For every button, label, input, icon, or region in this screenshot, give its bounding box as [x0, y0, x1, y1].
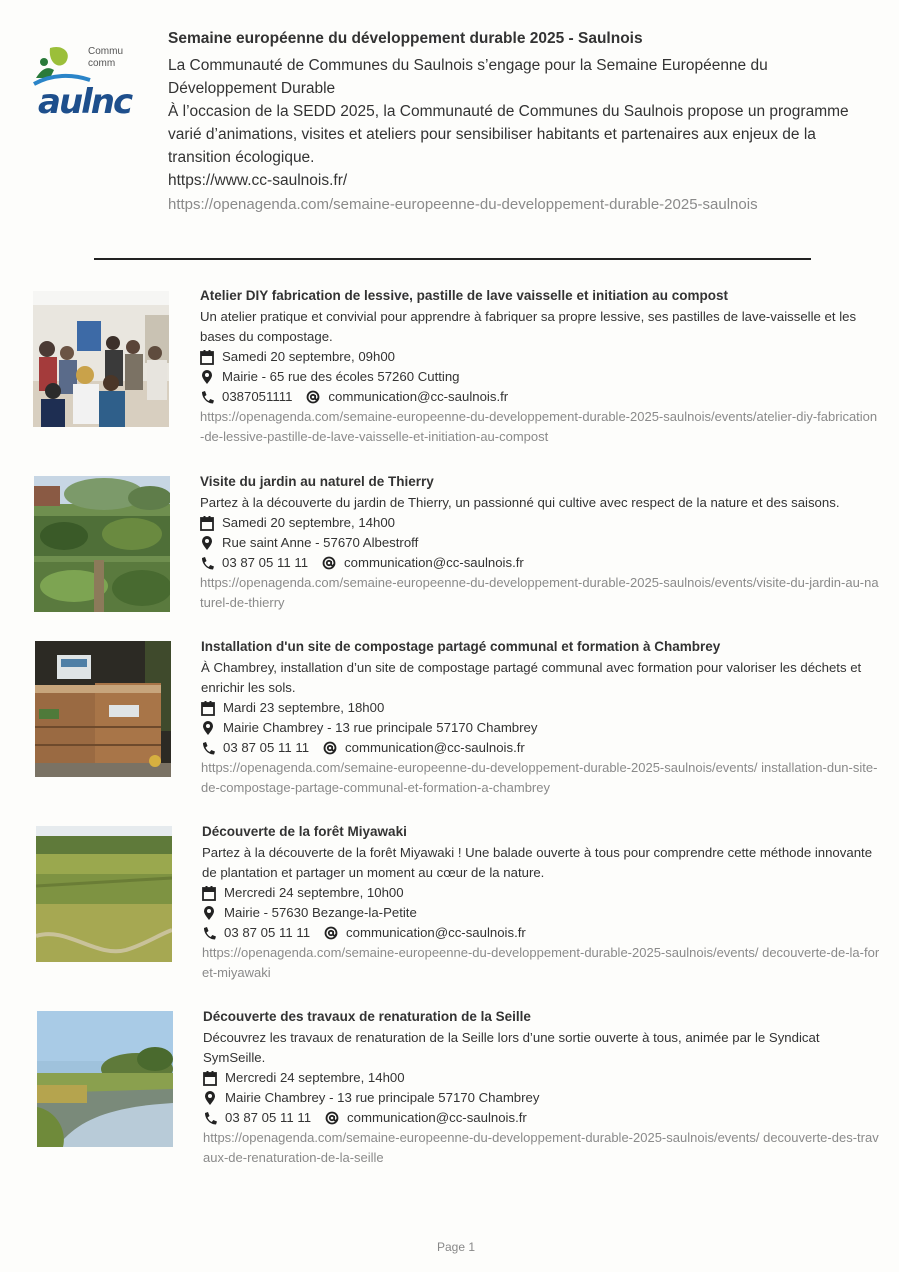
event-place-row	[203, 1088, 883, 1108]
event-details	[201, 637, 881, 798]
event-contact-row	[200, 387, 880, 407]
event-date: Samedi 20 septembre, 09h00	[222, 349, 396, 364]
phone-icon	[200, 555, 214, 571]
agenda-link[interactable]: https://openagenda.com/semaine-europeenne-du-developpement-durable-2025-saulnois	[168, 196, 758, 213]
event-title: Visite du jardin au naturel de Thierry	[200, 474, 434, 489]
logo-text-line1: Commu	[88, 46, 124, 57]
event-photo-forest-field	[36, 826, 172, 962]
calendar-icon	[200, 349, 214, 365]
event-date-row	[202, 883, 882, 903]
event-title: Installation d'un site de compostage partagé communal et formation à Chambrey	[201, 639, 721, 654]
event-date-row	[203, 1068, 883, 1088]
event-phone: 03 87 05 11 11	[223, 740, 310, 755]
event-place: Mairie - 65 rue des écoles 57260 Cutting	[222, 369, 460, 384]
event-place-row	[202, 903, 882, 923]
logo-wordmark: aulnc	[38, 82, 132, 122]
event-contact-row	[202, 923, 882, 943]
event-email[interactable]: communication@cc-saulnois.fr	[347, 1110, 527, 1125]
event-phone: 03 87 05 11 11	[225, 1110, 312, 1125]
phone-icon	[200, 389, 214, 405]
event-place: Mairie Chambrey - 13 rue principale 57170 Chambrey	[223, 720, 538, 735]
logo-text-line2: comm	[88, 58, 116, 69]
calendar-icon	[202, 885, 216, 901]
event-url[interactable]: https://openagenda.com/semaine-europeenne-du-developpement-durable-2025-saulnois/events/ decouverte-de-la-foret-miyawaki	[202, 945, 880, 980]
calendar-icon	[201, 700, 215, 716]
event-place: Mairie Chambrey - 13 rue principale 57170 Chambrey	[225, 1090, 540, 1105]
event-url[interactable]: https://openagenda.com/semaine-europeenne-du-developpement-durable-2025-saulnois/events/visite-du-jardin-au-naturel-de-thierry	[200, 575, 879, 610]
map-pin-icon	[202, 905, 216, 921]
event-date: Mercredi 24 septembre, 14h00	[225, 1070, 405, 1085]
document-title: Semaine européenne du développement durable 2025 - Saulnois	[168, 30, 643, 47]
event-photo-workshop	[33, 291, 169, 427]
event-place-row	[200, 367, 880, 387]
phone-icon	[201, 740, 215, 756]
event-email[interactable]: communication@cc-saulnois.fr	[344, 555, 524, 570]
event-phone: 0387051111	[222, 389, 293, 404]
at-sign-icon	[324, 925, 338, 941]
organization-logo	[32, 44, 140, 124]
event-url[interactable]: https://openagenda.com/semaine-europeenne-du-developpement-durable-2025-saulnois/events/ installation-dun-site-de-compostage-partage-communal-et-formation-a-chambrey	[201, 760, 878, 795]
event-email[interactable]: communication@cc-saulnois.fr	[346, 925, 526, 940]
event-place: Mairie - 57630 Bezange-la-Petite	[224, 905, 417, 920]
event-title: Atelier DIY fabrication de lessive, pastille de lave vaisselle et initiation au compost	[200, 288, 728, 303]
event-description: Partez à la découverte de la forêt Miyawaki ! Une balade ouverte à tous pour comprendre cette méthode innovante de plantation et partager un moment au cœur de la nature.	[202, 845, 873, 880]
event-phone: 03 87 05 11 11	[224, 925, 311, 940]
page-number: Page 1	[437, 1240, 476, 1254]
website-link[interactable]: https://www.cc-saulnois.fr/	[168, 172, 348, 189]
event-date: Mardi 23 septembre, 18h00	[223, 700, 385, 715]
event-phone: 03 87 05 11 11	[222, 555, 309, 570]
event-place-row	[201, 718, 881, 738]
event-details	[203, 1007, 883, 1168]
intro-line-2: À l’occasion de la SEDD 2025, la Communauté de Communes du Saulnois propose un programme varié d’animations, visites et ateliers pour sensibiliser habitants et partenaires aux enjeux de la transition écologique.	[168, 103, 849, 166]
event-contact-row	[200, 553, 880, 573]
calendar-icon	[203, 1070, 217, 1086]
event-date-row	[200, 513, 880, 533]
event-photo-garden	[34, 476, 170, 612]
map-pin-icon	[200, 369, 214, 385]
at-sign-icon	[306, 389, 320, 405]
at-sign-icon	[323, 740, 337, 756]
event-description: Découvrez les travaux de renaturation de la Seille lors d’une sortie ouverte à tous, animée par le Syndicat SymSeille.	[203, 1030, 820, 1065]
event-photo-compost-bins	[35, 641, 171, 777]
event-details	[200, 286, 880, 447]
event-details	[202, 822, 882, 983]
event-description: Partez à la découverte du jardin de Thierry, un passionné qui cultive avec respect de la nature et des saisons.	[200, 495, 840, 510]
event-date: Mercredi 24 septembre, 10h00	[224, 885, 404, 900]
phone-icon	[202, 925, 216, 941]
map-pin-icon	[201, 720, 215, 736]
header-divider	[94, 258, 811, 260]
event-date: Samedi 20 septembre, 14h00	[222, 515, 396, 530]
phone-icon	[203, 1110, 217, 1126]
event-details	[200, 472, 880, 613]
event-photo-river	[37, 1011, 173, 1147]
event-contact-row	[203, 1108, 883, 1128]
document-header	[168, 30, 868, 213]
event-description: Un atelier pratique et convivial pour apprendre à fabriquer sa propre lessive, ses pastilles de lave-vaisselle et les bases du compostage.	[200, 309, 857, 344]
event-title: Découverte de la forêt Miyawaki	[202, 824, 407, 839]
event-url[interactable]: https://openagenda.com/semaine-europeenne-du-developpement-durable-2025-saulnois/events/ decouverte-des-travaux-de-renaturation-de-la-seille	[203, 1130, 879, 1165]
event-date-row	[200, 347, 880, 367]
event-description: À Chambrey, installation d’un site de compostage partagé communal avec formation pour valoriser les déchets et enrichir les sols.	[201, 660, 862, 695]
event-place: Rue saint Anne - 57670 Albestroff	[222, 535, 419, 550]
event-place-row	[200, 533, 880, 553]
event-url[interactable]: https://openagenda.com/semaine-europeenne-du-developpement-durable-2025-saulnois/events/atelier-diy-fabrication-de-lessive-pastille-de-lave-vaisselle-et-initiation-au-compost	[200, 409, 878, 444]
event-contact-row	[201, 738, 881, 758]
event-email[interactable]: communication@cc-saulnois.fr	[345, 740, 525, 755]
at-sign-icon	[325, 1110, 339, 1126]
at-sign-icon	[322, 555, 336, 571]
map-pin-icon	[200, 535, 214, 551]
map-pin-icon	[203, 1090, 217, 1106]
event-date-row	[201, 698, 881, 718]
calendar-icon	[200, 515, 214, 531]
event-email[interactable]: communication@cc-saulnois.fr	[328, 389, 509, 404]
event-title: Découverte des travaux de renaturation de la Seille	[203, 1009, 531, 1024]
intro-line-1: La Communauté de Communes du Saulnois s’engage pour la Semaine Européenne du Développement Durable	[168, 57, 768, 97]
